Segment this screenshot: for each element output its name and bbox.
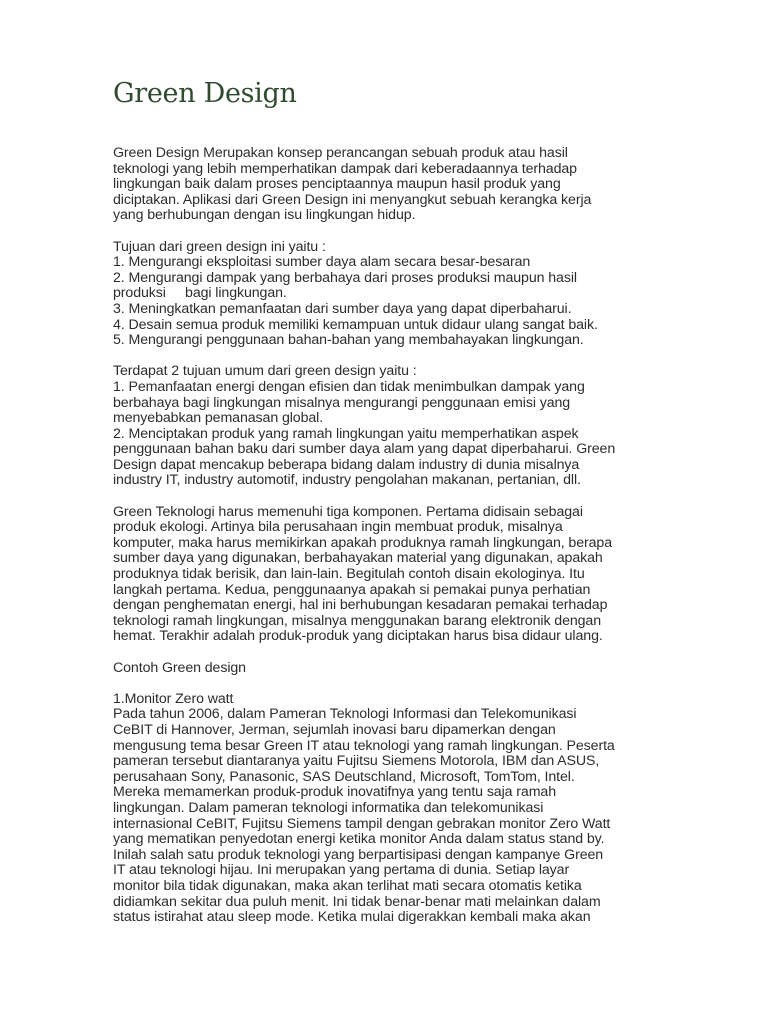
text-line: lingkungan. Dalam pameran teknologi informatika dan telekomunikasi — [113, 799, 544, 816]
text-line: produksi bagi lingkungan. — [113, 285, 287, 302]
text-line: Tujuan dari green design ini yaitu : — [113, 238, 326, 255]
text-line: diciptakan. Aplikasi dari Green Design ini menyangkut sebuah kerangka kerja — [113, 191, 592, 208]
text-line: berbahaya bagi lingkungan misalnya mengurangi penggunaan emisi yang — [113, 394, 571, 411]
text-line: 1. Mengurangi eksploitasi sumber daya alam secara besar-besaran — [113, 254, 531, 271]
text-line: 2. Menciptakan produk yang ramah lingkungan yaitu memperhatikan aspek — [113, 425, 579, 442]
paragraph — [113, 240, 673, 349]
text-line: lingkungan baik dalam proses penciptaannya maupun hasil produk yang — [113, 176, 561, 193]
text-line: CeBIT di Hannover, Jerman, sejumlah inovasi baru dipamerkan dengan — [113, 721, 556, 738]
text-line: teknologi ramah lingkungan, misalnya menggunakan barang elektronik dengan — [113, 612, 602, 629]
text-line: sumber daya yang digunakan, berbahayakan material yang digunakan, apakah — [113, 550, 603, 567]
paragraph — [113, 661, 673, 677]
text-line: perusahaan Sony, Panasonic, SAS Deutschland, Microsoft, TomTom, Intel. — [113, 768, 575, 785]
text-line: dengan penghematan energi, hal ini berhubungan kesadaran pemakai terhadap — [113, 597, 608, 614]
paragraph — [113, 146, 673, 224]
text-line: hemat. Terakhir adalah produk-produk yang diciptakan harus bisa didaur ulang. — [113, 628, 603, 645]
paragraph — [113, 364, 673, 489]
text-line: Design dapat mencakup beberapa bidang dalam industry di dunia misalnya — [113, 456, 580, 473]
paragraph — [113, 692, 673, 926]
text-line: internasional CeBIT, Fujitsu Siemens tampil dengan gebrakan monitor Zero Watt — [113, 815, 611, 832]
text-line: Mereka memamerkan produk-produk inovatifnya yang tentu saja ramah — [113, 784, 556, 801]
text-line: yang mematikan penyedotan energi ketika monitor Anda dalam status stand by. — [113, 831, 605, 848]
text-line: menyebabkan pemanasan global. — [113, 410, 324, 427]
text-line: Contoh Green design — [113, 659, 246, 676]
text-line: Terdapat 2 tujuan umum dari green design yaitu : — [113, 363, 417, 380]
text-line: 1.Monitor Zero watt — [113, 690, 234, 707]
text-line: mengusung tema besar Green IT atau teknologi yang ramah lingkungan. Peserta — [113, 737, 615, 754]
text-line: status istirahat atau sleep mode. Ketika mulai digerakkan kembali maka akan — [113, 909, 591, 926]
text-line: Inilah salah satu produk teknologi yang berpartisipasi dengan kampanye Green — [113, 846, 604, 863]
text-line: IT atau teknologi hijau. Ini merupakan yang pertama di dunia. Setiap layar — [113, 862, 570, 879]
text-line: langkah pertama. Kedua, penggunaanya apakah si pemakai punya perhatian — [113, 581, 591, 598]
text-line: 4. Desain semua produk memiliki kemampuan untuk didaur ulang sangat baik. — [113, 316, 598, 333]
text-line: yang berhubungan dengan isu lingkungan hidup. — [113, 207, 416, 224]
text-line: produknya tidak berisik, dan lain-lain. Begitulah contoh disain ekologinya. Itu — [113, 566, 585, 583]
text-line: teknologi yang lebih memperhatikan dampak dari keberadaannya terhadap — [113, 160, 577, 177]
text-line: industry IT, industry automotif, industry pengolahan makanan, pertanian, dll. — [113, 472, 581, 489]
text-line: 2. Mengurangi dampak yang berbahaya dari proses produksi maupun hasil — [113, 269, 577, 286]
text-line: monitor bila tidak digunakan, maka akan terlihat mati secara otomatis ketika — [113, 877, 582, 894]
text-line: 1. Pemanfaatan energi dengan efisien dan tidak menimbulkan dampak yang — [113, 378, 585, 395]
text-line: pameran tersebut diantaranya yaitu Fujitsu Siemens Motorola, IBM dan ASUS, — [113, 753, 600, 770]
text-line: Green Design Merupakan konsep perancangan sebuah produk atau hasil — [113, 145, 568, 161]
text-line: didiamkan sekitar dua puluh menit. Ini tidak benar-benar mati melainkan dalam — [113, 893, 601, 910]
text-line: 5. Mengurangi penggunaan bahan-bahan yang membahayakan lingkungan. — [113, 332, 584, 349]
paragraph — [113, 505, 673, 645]
text-line: komputer, maka harus memikirkan apakah produknya ramah lingkungan, berapa — [113, 534, 613, 551]
text-line: Green Teknologi harus memenuhi tiga komponen. Pertama didisain sebagai — [113, 503, 583, 520]
text-line: penggunaan bahan baku dari sumber daya alam yang dapat diperbaharui. Green — [113, 441, 616, 458]
document-body — [113, 146, 673, 941]
text-line: 3. Meningkatkan pemanfaatan dari sumber daya yang dapat diperbaharui. — [113, 300, 572, 317]
text-line: Pada tahun 2006, dalam Pameran Teknologi Informasi dan Telekomunikasi — [113, 706, 577, 723]
text-line: produk ekologi. Artinya bila perusahaan ingin membuat produk, misalnya — [113, 519, 563, 536]
document-title: Green Design — [113, 78, 297, 109]
